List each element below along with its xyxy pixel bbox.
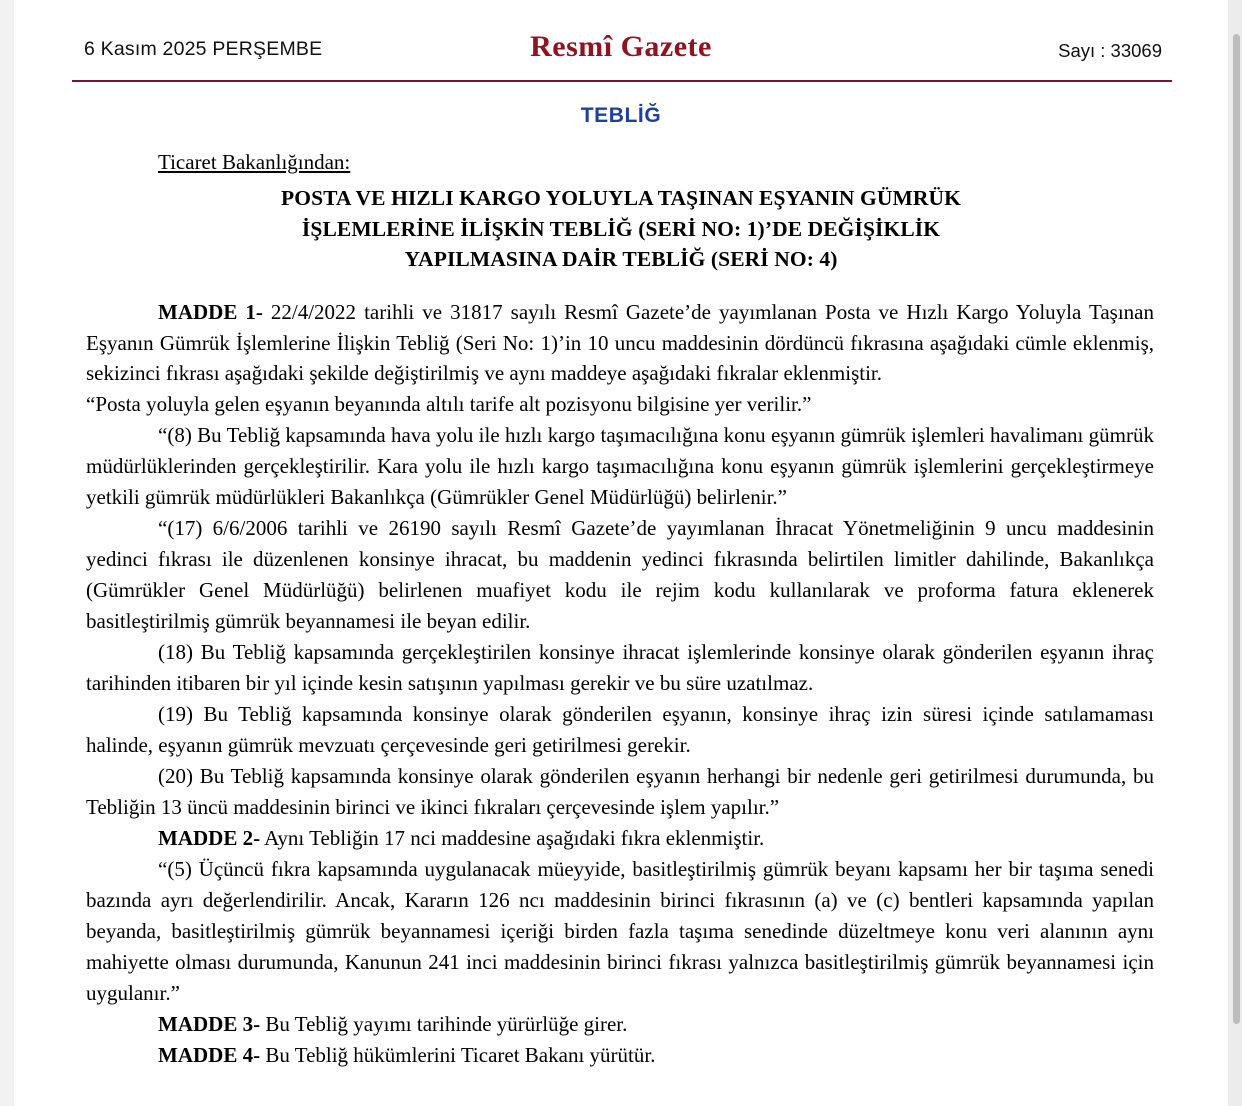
article-4-paragraph (86, 1040, 1154, 1071)
article-2-text: Aynı Tebliğin 17 nci maddesine aşağıdaki fıkra eklenmiştir. (260, 826, 765, 851)
masthead-title: Resmî Gazete (530, 30, 712, 63)
document-title-line-1: POSTA VE HIZLI KARGO YOLUYLA TAŞINAN EŞYANIN GÜMRÜK (281, 186, 961, 210)
masthead (62, 24, 1180, 80)
article-1-text: 22/4/2022 tarihli ve 31817 sayılı Resmî Gazete’de yayımlanan Posta ve Hızlı Kargo Yoluyla Taşınan Eşyanın Gümrük İşlemlerine İlişkin Tebliğ (Seri No: 1)’in 10 uncu maddesinin dördüncü fıkrasına aşağıdaki cümle eklenmiş, sekizinci fıkrası aşağıdaki şekilde değiştirilmiş ve aynı maddeye aşağıdaki fıkralar eklenmiştir. (86, 299, 1154, 386)
article-1-clause-8: “(8) Bu Tebliğ kapsamında hava yolu ile hızlı kargo taşımacılığına konu eşyanın gümrük işlemleri havalimanı gümrük müdürlüklerinden gerçekleştirilir. Kara yolu ile hızlı kargo taşımacılığına konu eşyanın gümrük işlemlerini gerçekleştirmeye yetkili gümrük müdürlükleri Bakanlıkça (Gümrükler Genel Müdürlüğü) belirlenir.” (86, 423, 1154, 510)
article-1-clause-18: (18) Bu Tebliğ kapsamında gerçekleştirilen konsinye ihracat işlemlerinde konsinye olarak gönderilen eşyanın ihraç tarihinden itibaren bir yıl içinde kesin satışının yapılması gerekir ve bu süre uzatılmaz. (86, 640, 1154, 696)
vertical-scrollbar-thumb[interactable] (1233, 34, 1240, 1024)
article-1-clause-20: (20) Bu Tebliğ kapsamında konsinye olarak gönderilen eşyanın herhangi bir nedenle geri getirilmesi durumunda, bu Tebliğin 13 üncü maddesinin birinci ve ikinci fıkraları çerçevesinde işlem yapılır.” (86, 764, 1154, 820)
right-edge-strip (1228, 0, 1242, 1106)
article-3-label: MADDE 3- (158, 1011, 261, 1036)
article-4-text: Bu Tebliğ hükümlerini Ticaret Bakanı yürütür. (260, 1042, 656, 1067)
article-1-label: MADDE 1- (158, 299, 263, 324)
section-heading: TEBLİĞ (580, 104, 662, 127)
article-2-clause-5: “(5) Üçüncü fıkra kapsamında uygulanacak müeyyide, basitleştirilmiş gümrük beyanı kapsamı her bir taşıma senedi bazında ayrı değerlendirilir. Ancak, Kararın 126 ncı maddesinin birinci fıkrasının (a) ve (c) bentleri kapsamında yapılan beyanda, basitleştirilmiş gümrük beyannamesi içeriği birden fazla taşıma senedinde düzeltmeye konu veri alanının aynı mahiyette olması durumunda, Kanunun 241 inci maddesinin birinci fıkrası yalnızca basitleştirilmiş gümrük beyannamesi için uygulanır.” (86, 856, 1154, 1005)
document-title-line-2: İŞLEMLERİNE İLİŞKİN TEBLİĞ (SERİ NO: 1)’DE DEĞİŞİKLİK (301, 216, 941, 241)
article-4-label: MADDE 4- (158, 1042, 261, 1067)
document-body (62, 297, 1180, 1071)
article-1-quote-sentence: “Posta yoluyla gelen eşyanın beyanında altılı tarife alt pozisyonu bilgisine yer verilir.” (86, 392, 812, 417)
page-content (62, 24, 1180, 1084)
document-title-line-3: YAPILMASINA DAİR TEBLİĞ (SERİ NO: 4) (404, 247, 838, 272)
article-3-paragraph (86, 1009, 1154, 1040)
issuing-authority: Ticaret Bakanlığından: (158, 150, 351, 174)
masthead-divider (72, 80, 1172, 82)
article-2-label: MADDE 2- (158, 826, 261, 851)
article-3-text: Bu Tebliğ yayımı tarihinde yürürlüğe girer. (260, 1011, 628, 1036)
article-2-paragraph (86, 823, 1154, 854)
article-1-paragraph (86, 297, 1154, 390)
masthead-issue-number: Sayı : 33069 (1058, 40, 1162, 61)
masthead-date: 6 Kasım 2025 PERŞEMBE (84, 38, 323, 60)
article-1-clause-17: “(17) 6/6/2006 tarihli ve 26190 sayılı Resmî Gazete’de yayımlanan İhracat Yönetmeliğinin 9 uncu maddesinin yedinci fıkrası ile düzenlenen konsinye ihracat, bu maddenin yedinci fıkrasında belirtilen limitler dahilinde, Bakanlıkça (Gümrükler Genel Müdürlüğü) belirlenen muafiyet kodu ile rejim kodu kullanılarak ve proforma fatura eklenerek basitleştirilmiş gümrük beyannamesi ile beyan edilir. (86, 516, 1154, 634)
left-edge-strip (0, 0, 14, 1106)
document-title (62, 183, 1180, 275)
article-1-clause-19: (19) Bu Tebliğ kapsamında konsinye olarak gönderilen eşyanın, konsinye ihraç izin süresi içinde satılamaması halinde, eşyanın gümrük mevzuatı çerçevesinde geri getirilmesi gerekir. (86, 702, 1154, 758)
